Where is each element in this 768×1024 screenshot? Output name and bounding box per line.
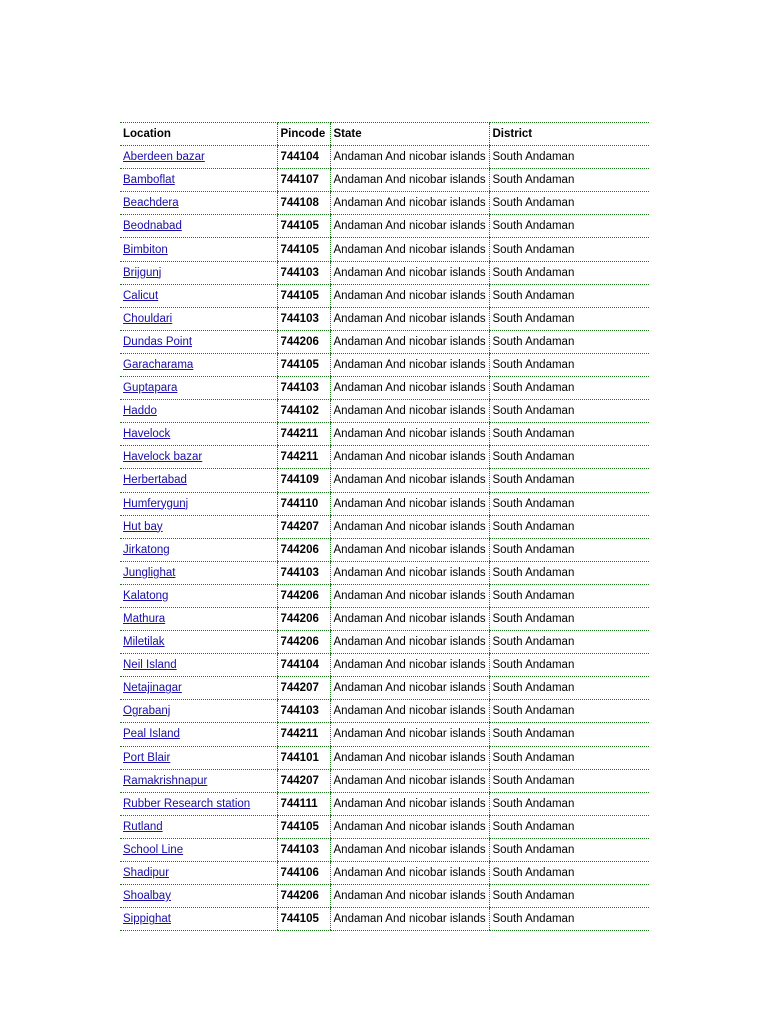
location-cell	[120, 654, 277, 677]
pincode-cell: 744107	[277, 169, 330, 192]
location-link[interactable]: Bamboflat	[123, 174, 175, 187]
table-row	[120, 261, 649, 284]
district-cell: South Andaman	[489, 815, 649, 838]
table-row	[120, 215, 649, 238]
pincode-cell: 744103	[277, 561, 330, 584]
location-link[interactable]: Dundas Point	[123, 335, 193, 348]
state-cell: Andaman And nicobar islands	[330, 769, 489, 792]
table-row	[120, 515, 649, 538]
pincode-cell: 744105	[277, 284, 330, 307]
state-cell: Andaman And nicobar islands	[330, 654, 489, 677]
table-row	[120, 769, 649, 792]
table-row	[120, 838, 649, 861]
location-cell	[120, 215, 277, 238]
pincode-table	[120, 122, 649, 931]
location-link[interactable]: Port Blair	[123, 751, 171, 764]
pincode-header: Pincode	[277, 123, 330, 146]
state-cell: Andaman And nicobar islands	[330, 584, 489, 607]
state-cell: Andaman And nicobar islands	[330, 838, 489, 861]
location-link[interactable]: Havelock bazar	[123, 451, 203, 464]
table-row	[120, 284, 649, 307]
table-row	[120, 492, 649, 515]
pincode-cell: 744207	[277, 677, 330, 700]
location-link[interactable]: Mathura	[123, 613, 166, 626]
pincode-cell: 744206	[277, 538, 330, 561]
location-cell	[120, 284, 277, 307]
state-cell: Andaman And nicobar islands	[330, 607, 489, 630]
district-cell: South Andaman	[489, 838, 649, 861]
district-cell: South Andaman	[489, 908, 649, 931]
district-cell: South Andaman	[489, 377, 649, 400]
location-link[interactable]: Humferygunj	[123, 497, 189, 510]
district-cell: South Andaman	[489, 677, 649, 700]
state-cell: Andaman And nicobar islands	[330, 862, 489, 885]
state-cell: Andaman And nicobar islands	[330, 538, 489, 561]
pincode-cell: 744101	[277, 746, 330, 769]
location-link[interactable]: Netajinagar	[123, 682, 182, 695]
district-cell: South Andaman	[489, 584, 649, 607]
pincode-cell: 744207	[277, 515, 330, 538]
state-cell: Andaman And nicobar islands	[330, 423, 489, 446]
table-row	[120, 700, 649, 723]
location-cell	[120, 792, 277, 815]
pincode-cell: 744207	[277, 769, 330, 792]
district-cell: South Andaman	[489, 538, 649, 561]
location-cell	[120, 607, 277, 630]
table-row	[120, 169, 649, 192]
state-cell: Andaman And nicobar islands	[330, 146, 489, 169]
location-link[interactable]: Jirkatong	[123, 543, 170, 556]
district-cell: South Andaman	[489, 492, 649, 515]
pincode-cell: 744105	[277, 908, 330, 931]
state-cell: Andaman And nicobar islands	[330, 469, 489, 492]
location-cell	[120, 238, 277, 261]
pincode-cell: 744211	[277, 446, 330, 469]
table-row	[120, 607, 649, 630]
location-cell	[120, 862, 277, 885]
state-cell: Andaman And nicobar islands	[330, 631, 489, 654]
district-cell: South Andaman	[489, 284, 649, 307]
table-row	[120, 677, 649, 700]
pincode-cell: 744206	[277, 885, 330, 908]
location-link[interactable]: Chouldari	[123, 312, 173, 325]
location-link[interactable]: Calicut	[123, 289, 159, 302]
table-row	[120, 631, 649, 654]
location-cell	[120, 492, 277, 515]
location-cell	[120, 307, 277, 330]
state-cell: Andaman And nicobar islands	[330, 192, 489, 215]
location-cell	[120, 885, 277, 908]
state-cell: Andaman And nicobar islands	[330, 446, 489, 469]
location-link[interactable]: Hut bay	[123, 520, 163, 533]
pincode-cell: 744211	[277, 423, 330, 446]
district-cell: South Andaman	[489, 607, 649, 630]
state-cell: Andaman And nicobar islands	[330, 400, 489, 423]
pincode-cell: 744105	[277, 353, 330, 376]
district-cell: South Andaman	[489, 400, 649, 423]
state-cell: Andaman And nicobar islands	[330, 700, 489, 723]
table-row	[120, 723, 649, 746]
location-cell	[120, 146, 277, 169]
pincode-cell: 744111	[277, 792, 330, 815]
location-link[interactable]: Brijgunj	[123, 266, 162, 279]
location-cell	[120, 838, 277, 861]
district-header: District	[489, 123, 649, 146]
district-cell: South Andaman	[489, 238, 649, 261]
location-cell	[120, 815, 277, 838]
state-cell: Andaman And nicobar islands	[330, 815, 489, 838]
location-link[interactable]: Sippighat	[123, 913, 171, 926]
district-cell: South Andaman	[489, 561, 649, 584]
pincode-cell: 744103	[277, 307, 330, 330]
table-row	[120, 469, 649, 492]
pincode-cell: 744103	[277, 377, 330, 400]
district-cell: South Andaman	[489, 792, 649, 815]
location-cell	[120, 330, 277, 353]
state-cell: Andaman And nicobar islands	[330, 561, 489, 584]
table-row	[120, 885, 649, 908]
pincode-cell: 744104	[277, 146, 330, 169]
district-cell: South Andaman	[489, 307, 649, 330]
state-cell: Andaman And nicobar islands	[330, 330, 489, 353]
state-cell: Andaman And nicobar islands	[330, 353, 489, 376]
pincode-cell: 744206	[277, 584, 330, 607]
district-cell: South Andaman	[489, 700, 649, 723]
district-cell: South Andaman	[489, 261, 649, 284]
district-cell: South Andaman	[489, 446, 649, 469]
state-header: State	[330, 123, 489, 146]
location-cell	[120, 469, 277, 492]
location-cell	[120, 353, 277, 376]
table-row	[120, 400, 649, 423]
location-link[interactable]: Kalatong	[123, 589, 169, 602]
pincode-cell: 744103	[277, 838, 330, 861]
pincode-cell: 744206	[277, 607, 330, 630]
location-link[interactable]: Bimbiton	[123, 243, 168, 256]
pincode-cell: 744106	[277, 862, 330, 885]
pincode-cell: 744109	[277, 469, 330, 492]
table-row	[120, 353, 649, 376]
location-link[interactable]: Garacharama	[123, 358, 194, 371]
table-row	[120, 561, 649, 584]
location-cell	[120, 746, 277, 769]
location-link[interactable]: Aberdeen bazar	[123, 151, 205, 164]
table-row	[120, 538, 649, 561]
table-row	[120, 792, 649, 815]
location-cell	[120, 261, 277, 284]
location-link[interactable]: Ramakrishnapur	[123, 774, 208, 787]
district-cell: South Andaman	[489, 353, 649, 376]
location-link[interactable]: Beachdera	[123, 197, 179, 210]
state-cell: Andaman And nicobar islands	[330, 492, 489, 515]
state-cell: Andaman And nicobar islands	[330, 215, 489, 238]
pincode-cell: 744110	[277, 492, 330, 515]
location-cell	[120, 584, 277, 607]
location-link[interactable]: Beodnabad	[123, 220, 182, 233]
location-link[interactable]: Rutland	[123, 820, 163, 833]
pincode-cell: 744206	[277, 330, 330, 353]
state-cell: Andaman And nicobar islands	[330, 515, 489, 538]
pincode-cell: 744105	[277, 215, 330, 238]
table-body	[120, 146, 649, 931]
district-cell: South Andaman	[489, 169, 649, 192]
location-link[interactable]: Haddo	[123, 405, 157, 418]
table-row	[120, 423, 649, 446]
location-link[interactable]: Ograbanj	[123, 705, 171, 718]
location-cell	[120, 700, 277, 723]
pincode-cell: 744105	[277, 238, 330, 261]
location-link[interactable]: Rubber Research station	[123, 797, 251, 810]
pincode-cell: 744102	[277, 400, 330, 423]
location-cell	[120, 515, 277, 538]
location-link[interactable]: Neil Island	[123, 659, 177, 672]
location-cell	[120, 908, 277, 931]
table-row	[120, 654, 649, 677]
location-cell	[120, 192, 277, 215]
table-row	[120, 330, 649, 353]
district-cell: South Andaman	[489, 654, 649, 677]
pincode-cell: 744104	[277, 654, 330, 677]
location-cell	[120, 446, 277, 469]
pincode-cell: 744105	[277, 815, 330, 838]
location-link[interactable]: Shadipur	[123, 867, 170, 880]
location-cell	[120, 561, 277, 584]
location-header: Location	[120, 123, 277, 146]
district-cell: South Andaman	[489, 469, 649, 492]
table-row	[120, 446, 649, 469]
pincode-cell: 744103	[277, 700, 330, 723]
state-cell: Andaman And nicobar islands	[330, 792, 489, 815]
table-row	[120, 746, 649, 769]
location-cell	[120, 423, 277, 446]
table-row	[120, 815, 649, 838]
location-cell	[120, 400, 277, 423]
district-cell: South Andaman	[489, 769, 649, 792]
district-cell: South Andaman	[489, 146, 649, 169]
pincode-cell: 744103	[277, 261, 330, 284]
table-row	[120, 377, 649, 400]
district-cell: South Andaman	[489, 862, 649, 885]
location-cell	[120, 169, 277, 192]
location-cell	[120, 631, 277, 654]
location-cell	[120, 377, 277, 400]
district-cell: South Andaman	[489, 723, 649, 746]
location-cell	[120, 723, 277, 746]
state-cell: Andaman And nicobar islands	[330, 169, 489, 192]
state-cell: Andaman And nicobar islands	[330, 261, 489, 284]
pincode-cell: 744108	[277, 192, 330, 215]
location-link[interactable]: Guptapara	[123, 382, 178, 395]
state-cell: Andaman And nicobar islands	[330, 746, 489, 769]
table-row	[120, 238, 649, 261]
state-cell: Andaman And nicobar islands	[330, 307, 489, 330]
location-cell	[120, 769, 277, 792]
table-row	[120, 307, 649, 330]
district-cell: South Andaman	[489, 423, 649, 446]
table-row	[120, 146, 649, 169]
pincode-cell: 744211	[277, 723, 330, 746]
location-link[interactable]: Junglighat	[123, 566, 176, 579]
location-link[interactable]: School Line	[123, 843, 184, 856]
district-cell: South Andaman	[489, 631, 649, 654]
location-link[interactable]: Havelock	[123, 428, 171, 441]
state-cell: Andaman And nicobar islands	[330, 238, 489, 261]
district-cell: South Andaman	[489, 746, 649, 769]
state-cell: Andaman And nicobar islands	[330, 908, 489, 931]
district-cell: South Andaman	[489, 515, 649, 538]
state-cell: Andaman And nicobar islands	[330, 677, 489, 700]
pincode-cell: 744206	[277, 631, 330, 654]
state-cell: Andaman And nicobar islands	[330, 284, 489, 307]
district-cell: South Andaman	[489, 885, 649, 908]
table-row	[120, 192, 649, 215]
table-row	[120, 584, 649, 607]
table-row	[120, 908, 649, 931]
district-cell: South Andaman	[489, 192, 649, 215]
state-cell: Andaman And nicobar islands	[330, 885, 489, 908]
table-row	[120, 862, 649, 885]
district-cell: South Andaman	[489, 330, 649, 353]
state-cell: Andaman And nicobar islands	[330, 723, 489, 746]
location-cell	[120, 677, 277, 700]
location-cell	[120, 538, 277, 561]
location-link[interactable]: Herbertabad	[123, 474, 187, 487]
district-cell: South Andaman	[489, 215, 649, 238]
table-header-row	[120, 123, 649, 146]
location-link[interactable]: Miletilak	[123, 636, 165, 649]
location-link[interactable]: Peal Island	[123, 728, 180, 741]
state-cell: Andaman And nicobar islands	[330, 377, 489, 400]
location-link[interactable]: Shoalbay	[123, 890, 171, 903]
